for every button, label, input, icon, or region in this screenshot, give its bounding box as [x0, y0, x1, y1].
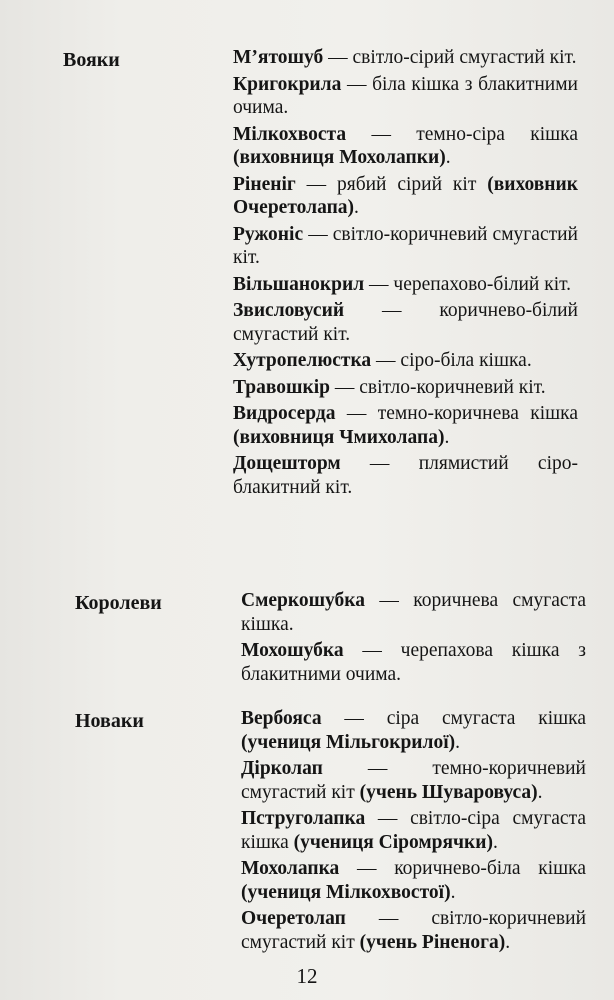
- character-entry: [233, 223, 578, 270]
- character-name: Мохошубка: [241, 640, 344, 661]
- character-description: — коричнево-білий смугастий кіт.: [233, 300, 578, 345]
- character-name: Очеретолап: [241, 908, 346, 929]
- character-name: Дірколап: [241, 758, 323, 779]
- character-name: Ріненіг: [233, 173, 296, 195]
- character-entry: [233, 299, 578, 346]
- character-description: — біла кішка з блакитними очима.: [233, 73, 578, 118]
- character-name: Вільшанокрил: [233, 273, 365, 295]
- entry-end-punctuation: .: [537, 781, 543, 803]
- mentor-note: (виховник Очеретолапа): [233, 173, 578, 218]
- mentor-note: (учень Шуваровуса): [359, 781, 538, 803]
- voiaky-list: [233, 46, 578, 502]
- character-description: — коричнева смугаста кішка.: [241, 590, 586, 635]
- character-entry: [233, 73, 578, 120]
- character-name: Хутропелюстка: [233, 350, 372, 371]
- character-name: Мохолапка: [241, 858, 340, 879]
- character-name: М’ятошуб: [233, 47, 324, 68]
- entry-end-punctuation: .: [455, 731, 461, 753]
- character-entry: [233, 46, 578, 70]
- character-name: Дощешторм: [233, 453, 341, 474]
- mentor-note: (виховниця Чмихолапа): [233, 426, 445, 448]
- character-description: — черепахово-білий кіт.: [364, 273, 572, 295]
- character-entry: [233, 273, 578, 297]
- character-description: — темно-сіра кішка: [346, 123, 578, 145]
- character-name: Мілкохвоста: [233, 123, 347, 145]
- character-description: — рябий сірий кіт: [295, 173, 488, 195]
- character-description: — світло-коричневий смугастий кіт.: [233, 223, 578, 268]
- character-name: Вербояса: [241, 708, 322, 729]
- character-description: — світло-сірий смугастий кіт.: [323, 47, 577, 68]
- character-name: Смеркошубка: [241, 590, 365, 611]
- character-description: — світло-коричневий смугастий кіт: [241, 908, 586, 953]
- mentor-note: (учениця Мілкохвостої): [241, 881, 451, 903]
- character-name: Ружоніс: [233, 223, 304, 245]
- character-name: Видросерда: [233, 403, 336, 424]
- character-description: — сіра смугаста кішка: [321, 708, 586, 729]
- character-description: — світло-сіра смугаста кішка: [241, 808, 586, 853]
- korolevy-list: [241, 589, 586, 689]
- character-description: — темно-коричневий смугастий кіт: [241, 758, 586, 803]
- section-title-voiaky: Вояки: [63, 49, 120, 71]
- character-entry: [241, 907, 586, 954]
- entry-end-punctuation: .: [444, 426, 450, 448]
- character-description: — світло-коричневий кіт.: [329, 376, 546, 398]
- mentor-note: (учениця Мільгокрилої): [241, 731, 456, 753]
- character-description: — черепахова кішка з блакитними очима.: [241, 640, 586, 685]
- character-entry: [233, 376, 578, 400]
- mentor-note: (учениця Сіромрячки): [293, 831, 494, 853]
- entry-end-punctuation: .: [354, 197, 359, 218]
- character-description: — плямистий сіро-блакитний кіт.: [233, 453, 578, 498]
- character-description: — сіро-біла кішка.: [371, 350, 532, 371]
- character-description: — коричнево-біла кішка: [339, 858, 586, 879]
- character-name: Звисловусий: [233, 300, 345, 321]
- character-entry: [241, 857, 586, 904]
- mentor-note: (учень Ріненога): [359, 931, 506, 953]
- character-description: — темно-коричнева кішка: [335, 403, 578, 424]
- section-title-korolevy: Королеви: [75, 592, 162, 614]
- entry-end-punctuation: .: [450, 881, 456, 903]
- character-entry: [241, 757, 586, 804]
- entry-end-punctuation: .: [445, 147, 451, 168]
- character-entry: [241, 639, 586, 686]
- character-entry: [241, 589, 586, 636]
- character-entry: [233, 402, 578, 449]
- character-name: Пструголапка: [241, 808, 366, 829]
- character-entry: [233, 173, 578, 220]
- character-entry: [241, 807, 586, 854]
- character-entry: [233, 349, 578, 373]
- character-name: Кригокрила: [233, 73, 342, 95]
- character-entry: [241, 707, 586, 754]
- entry-end-punctuation: .: [493, 831, 498, 853]
- character-entry: [233, 123, 578, 170]
- section-title-novaky: Новаки: [75, 710, 144, 732]
- page-number: 12: [296, 964, 318, 988]
- entry-end-punctuation: .: [505, 931, 511, 953]
- character-name: Травошкір: [233, 376, 330, 398]
- novaky-list: [241, 707, 586, 957]
- mentor-note: (виховниця Мохолапки): [233, 147, 446, 168]
- character-entry: [233, 452, 578, 499]
